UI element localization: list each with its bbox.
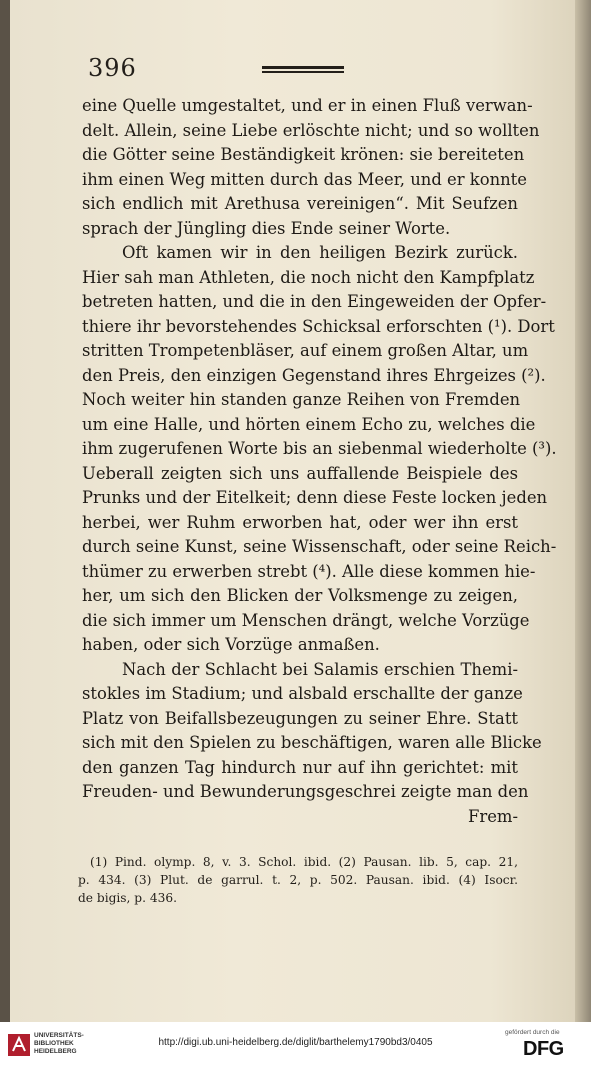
text-line: Freuden- und Bewunderungsgeschrei zeigte man den <box>82 782 529 801</box>
catchword: Frem- <box>468 806 518 826</box>
text-line: delt. Allein, seine Liebe erlöschte nicht; und so wollten <box>82 120 540 140</box>
text-line: thümer zu erwerben strebt (⁴). Alle diese kommen hie- <box>82 561 536 581</box>
viewer-footer <box>0 1022 591 1067</box>
text-line: Noch weiter hin standen ganze Reihen von Fremden <box>82 390 521 409</box>
text-line: sich mit den Spielen zu beschäftigen, waren alle Blicke <box>82 733 542 752</box>
text-line: Ueberall zeigten sich uns auffallende Beispiele des <box>82 463 518 483</box>
footnotes <box>78 853 518 907</box>
footnote-line: p. 434. (3) Plut. de garrul. t. 2, p. 502. Pausan. ibid. (4) Isocr. <box>78 873 518 887</box>
permalink-url[interactable]: http://digi.ub.uni-heidelberg.de/diglit/barthelemy1790bd3/0405 <box>158 1037 433 1048</box>
text-line: stritten Trompetenbläser, auf einem großen Altar, um <box>82 341 529 360</box>
footnote-line: (1) Pind. olymp. 8, v. 3. Schol. ibid. (2) Pausan. lib. 5, cap. 21, <box>90 855 518 869</box>
text-line: die Götter seine Beständigkeit krönen: sie bereiteten <box>82 145 525 164</box>
page-edge <box>575 0 591 1022</box>
text-line: herbei, wer Ruhm erworben hat, oder wer ihn erst <box>82 512 518 532</box>
text-line: Prunks und der Eitelkeit; denn diese Feste locken jeden <box>82 488 548 507</box>
text-line: Oft kamen wir in den heiligen Bezirk zurück. <box>122 243 518 262</box>
text-line: stokles im Stadium; und alsbald erschallte der ganze <box>82 684 523 703</box>
text-line: sprach der Jüngling dies Ende seiner Worte. <box>82 218 451 238</box>
funding-note: gefördert durch die <box>505 1029 560 1036</box>
page-number: 396 <box>88 54 137 82</box>
text-line: sich endlich mit Arethusa vereinigen“. Mit Seufzen <box>82 194 518 213</box>
text-line: thiere ihr bevorstehendes Schicksal erforschten (¹). Dort <box>82 316 555 336</box>
text-line: ihm zugerufenen Worte bis an siebenmal wiederholte (³). <box>82 439 557 458</box>
text-line: betreten hatten, und die in den Eingeweiden der Opfer- <box>82 292 547 311</box>
dfg-logo: DFG <box>523 1038 564 1060</box>
text-line: um eine Halle, und hörten einem Echo zu, welches die <box>82 414 536 434</box>
text-line: die sich immer um Menschen drängt, welche Vorzüge <box>82 610 530 630</box>
text-line: durch seine Kunst, seine Wissenschaft, oder seine Reich- <box>82 537 557 556</box>
text-line: her, um sich den Blicken der Volksmenge zu zeigen, <box>82 586 518 605</box>
text-line: Nach der Schlacht bei Salamis erschien Themi- <box>122 659 518 679</box>
text-line: den Preis, den einzigen Gegenstand ihres Ehrgeizes (²). <box>82 365 546 385</box>
footnote-line: de bigis, p. 436. <box>78 891 177 905</box>
text-line: Hier sah man Athleten, die noch nicht den Kampfplatz <box>82 267 535 287</box>
body-text <box>82 94 557 829</box>
text-line: Platz von Beifallsbezeugungen zu seiner Ehre. Statt <box>82 708 518 728</box>
header-rule <box>262 66 344 73</box>
text-line: den ganzen Tag hindurch nur auf ihn gerichtet: mit <box>82 757 518 777</box>
text-line: ihm einen Weg mitten durch das Meer, und er konnte <box>82 169 527 189</box>
text-line: eine Quelle umgestaltet, und er in einen Fluß verwan- <box>82 96 533 115</box>
text-line: haben, oder sich Vorzüge anmaßen. <box>82 635 380 654</box>
library-name: UNIVERSITÄTS- BIBLIOTHEK HEIDELBERG <box>34 1032 84 1055</box>
